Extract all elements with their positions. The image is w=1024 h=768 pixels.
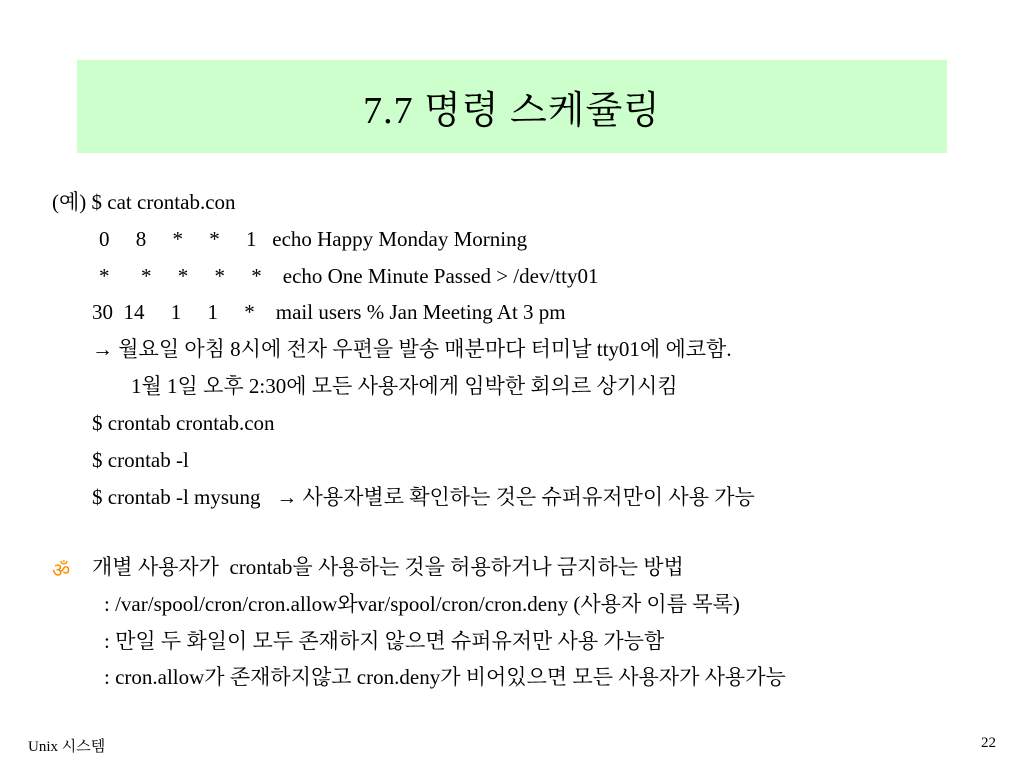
bullet-detail-1: : /var/spool/cron/cron.allow와var/spool/cron/cron.deny (사용자 이름 목록) bbox=[104, 592, 740, 616]
command-crontab-list: $ crontab -l bbox=[92, 448, 189, 472]
explanation-line-2: 1월 1일 오후 2:30에 모든 사용자에게 임박한 회의르 상기시킴 bbox=[131, 374, 678, 398]
crontab-entry-1: 0 8 * * 1 echo Happy Monday Morning bbox=[99, 227, 528, 251]
example-command-line: (예) $ cat crontab.con bbox=[52, 190, 236, 214]
slide-title: 7.7 명령 스케쥴링 bbox=[363, 90, 661, 132]
om-bullet-icon: ॐ bbox=[52, 558, 71, 582]
crontab-entry-3: 30 14 1 1 * mail users % Jan Meeting At 3 pm bbox=[92, 300, 566, 324]
bullet-detail-3: : cron.allow가 존재하지않고 cron.deny가 비어있으면 모든 사용자가 사용가능 bbox=[104, 665, 786, 689]
command-crontab-file: $ crontab crontab.con bbox=[92, 411, 275, 435]
explanation-line-1: → 월요일 아침 8시에 전자 우편을 발송 매분마다 터미날 tty01에 에코함. bbox=[92, 337, 732, 361]
crontab-entry-2: * * * * * echo One Minute Passed > /dev/tty01 bbox=[99, 264, 599, 288]
footer-page-number: 22 bbox=[981, 735, 996, 751]
bullet-detail-2: : 만일 두 화일이 모두 존재하지 않으면 슈퍼유저만 사용 가능함 bbox=[104, 629, 665, 653]
bullet-heading: 개별 사용자가 crontab을 사용하는 것을 허용하거나 금지하는 방법 bbox=[92, 555, 684, 579]
command-crontab-list-user: $ crontab -l mysung → 사용자별로 확인하는 것은 슈퍼유저만이 사용 가능 bbox=[92, 485, 755, 509]
footer-course-title: Unix 시스템 bbox=[28, 739, 106, 755]
